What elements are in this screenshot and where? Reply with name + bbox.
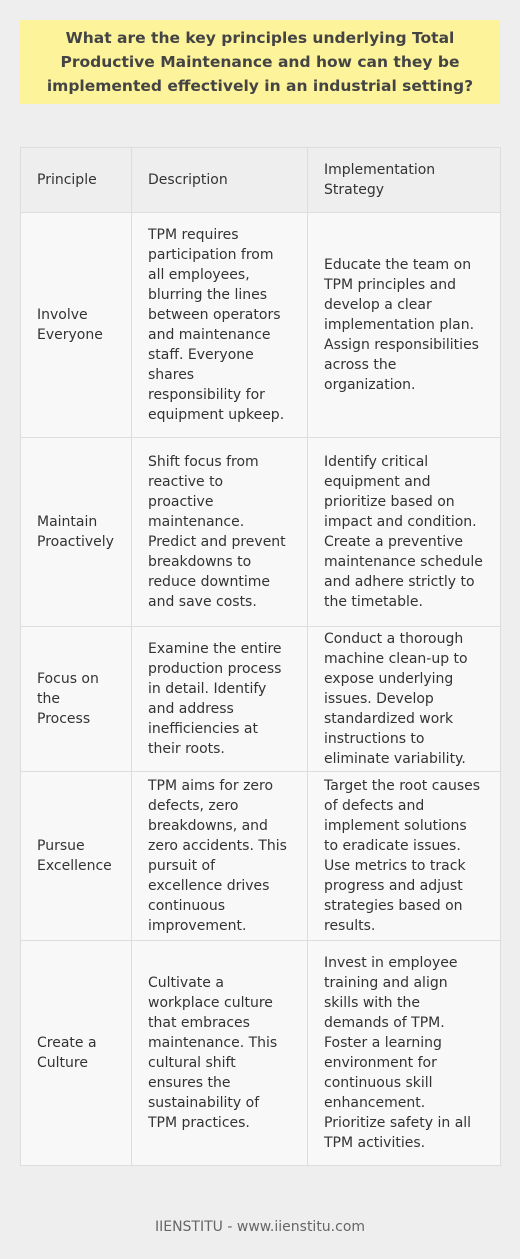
page-title: What are the key principles underlying Total Productive Maintenance and how can they be implemented effectively in an industrial setting? <box>46 29 474 95</box>
table-row <box>21 213 501 438</box>
principle-cell: Focus on the Process <box>21 627 132 772</box>
strategy-cell: Invest in employee training and align skills with the demands of TPM. Foster a learning environment for continuous skill enhancement. Prioritize safety in all TPM activities. <box>308 941 501 1166</box>
title-banner <box>20 20 500 104</box>
table-row <box>21 941 501 1166</box>
principle-cell: Involve Everyone <box>21 213 132 438</box>
table-row <box>21 772 501 941</box>
header-principle: Principle <box>21 148 132 213</box>
description-cell: TPM aims for zero defects, zero breakdowns, and zero accidents. This pursuit of excellence drives continuous improvement. <box>132 772 308 941</box>
strategy-cell: Identify critical equipment and prioritize based on impact and condition. Create a preventive maintenance schedule and adhere strictly to the timetable. <box>308 438 501 627</box>
principle-cell: Pursue Excellence <box>21 772 132 941</box>
table-row <box>21 627 501 772</box>
principle-cell: Maintain Proactively <box>21 438 132 627</box>
description-cell: TPM requires participation from all employees, blurring the lines between operators and maintenance staff. Everyone shares responsibility for equipment upkeep. <box>132 213 308 438</box>
strategy-cell: Educate the team on TPM principles and develop a clear implementation plan. Assign responsibilities across the organization. <box>308 213 501 438</box>
table-row <box>21 438 501 627</box>
description-cell: Examine the entire production process in detail. Identify and address inefficiencies at their roots. <box>132 627 308 772</box>
principles-table <box>20 147 501 1166</box>
header-implementation-strategy: Implementation Strategy <box>308 148 501 213</box>
table-header-row <box>21 148 501 213</box>
strategy-cell: Conduct a thorough machine clean-up to expose underlying issues. Develop standardized work instructions to eliminate variability. <box>308 627 501 772</box>
footer-credit: IIENSTITU - www.iienstitu.com <box>154 1219 366 1235</box>
strategy-cell: Target the root causes of defects and implement solutions to eradicate issues. Use metrics to track progress and adjust strategies based on results. <box>308 772 501 941</box>
principle-cell: Create a Culture <box>21 941 132 1166</box>
header-description: Description <box>132 148 308 213</box>
description-cell: Shift focus from reactive to proactive maintenance. Predict and prevent breakdowns to reduce downtime and save costs. <box>132 438 308 627</box>
description-cell: Cultivate a workplace culture that embraces maintenance. This cultural shift ensures the sustainability of TPM practices. <box>132 941 308 1166</box>
